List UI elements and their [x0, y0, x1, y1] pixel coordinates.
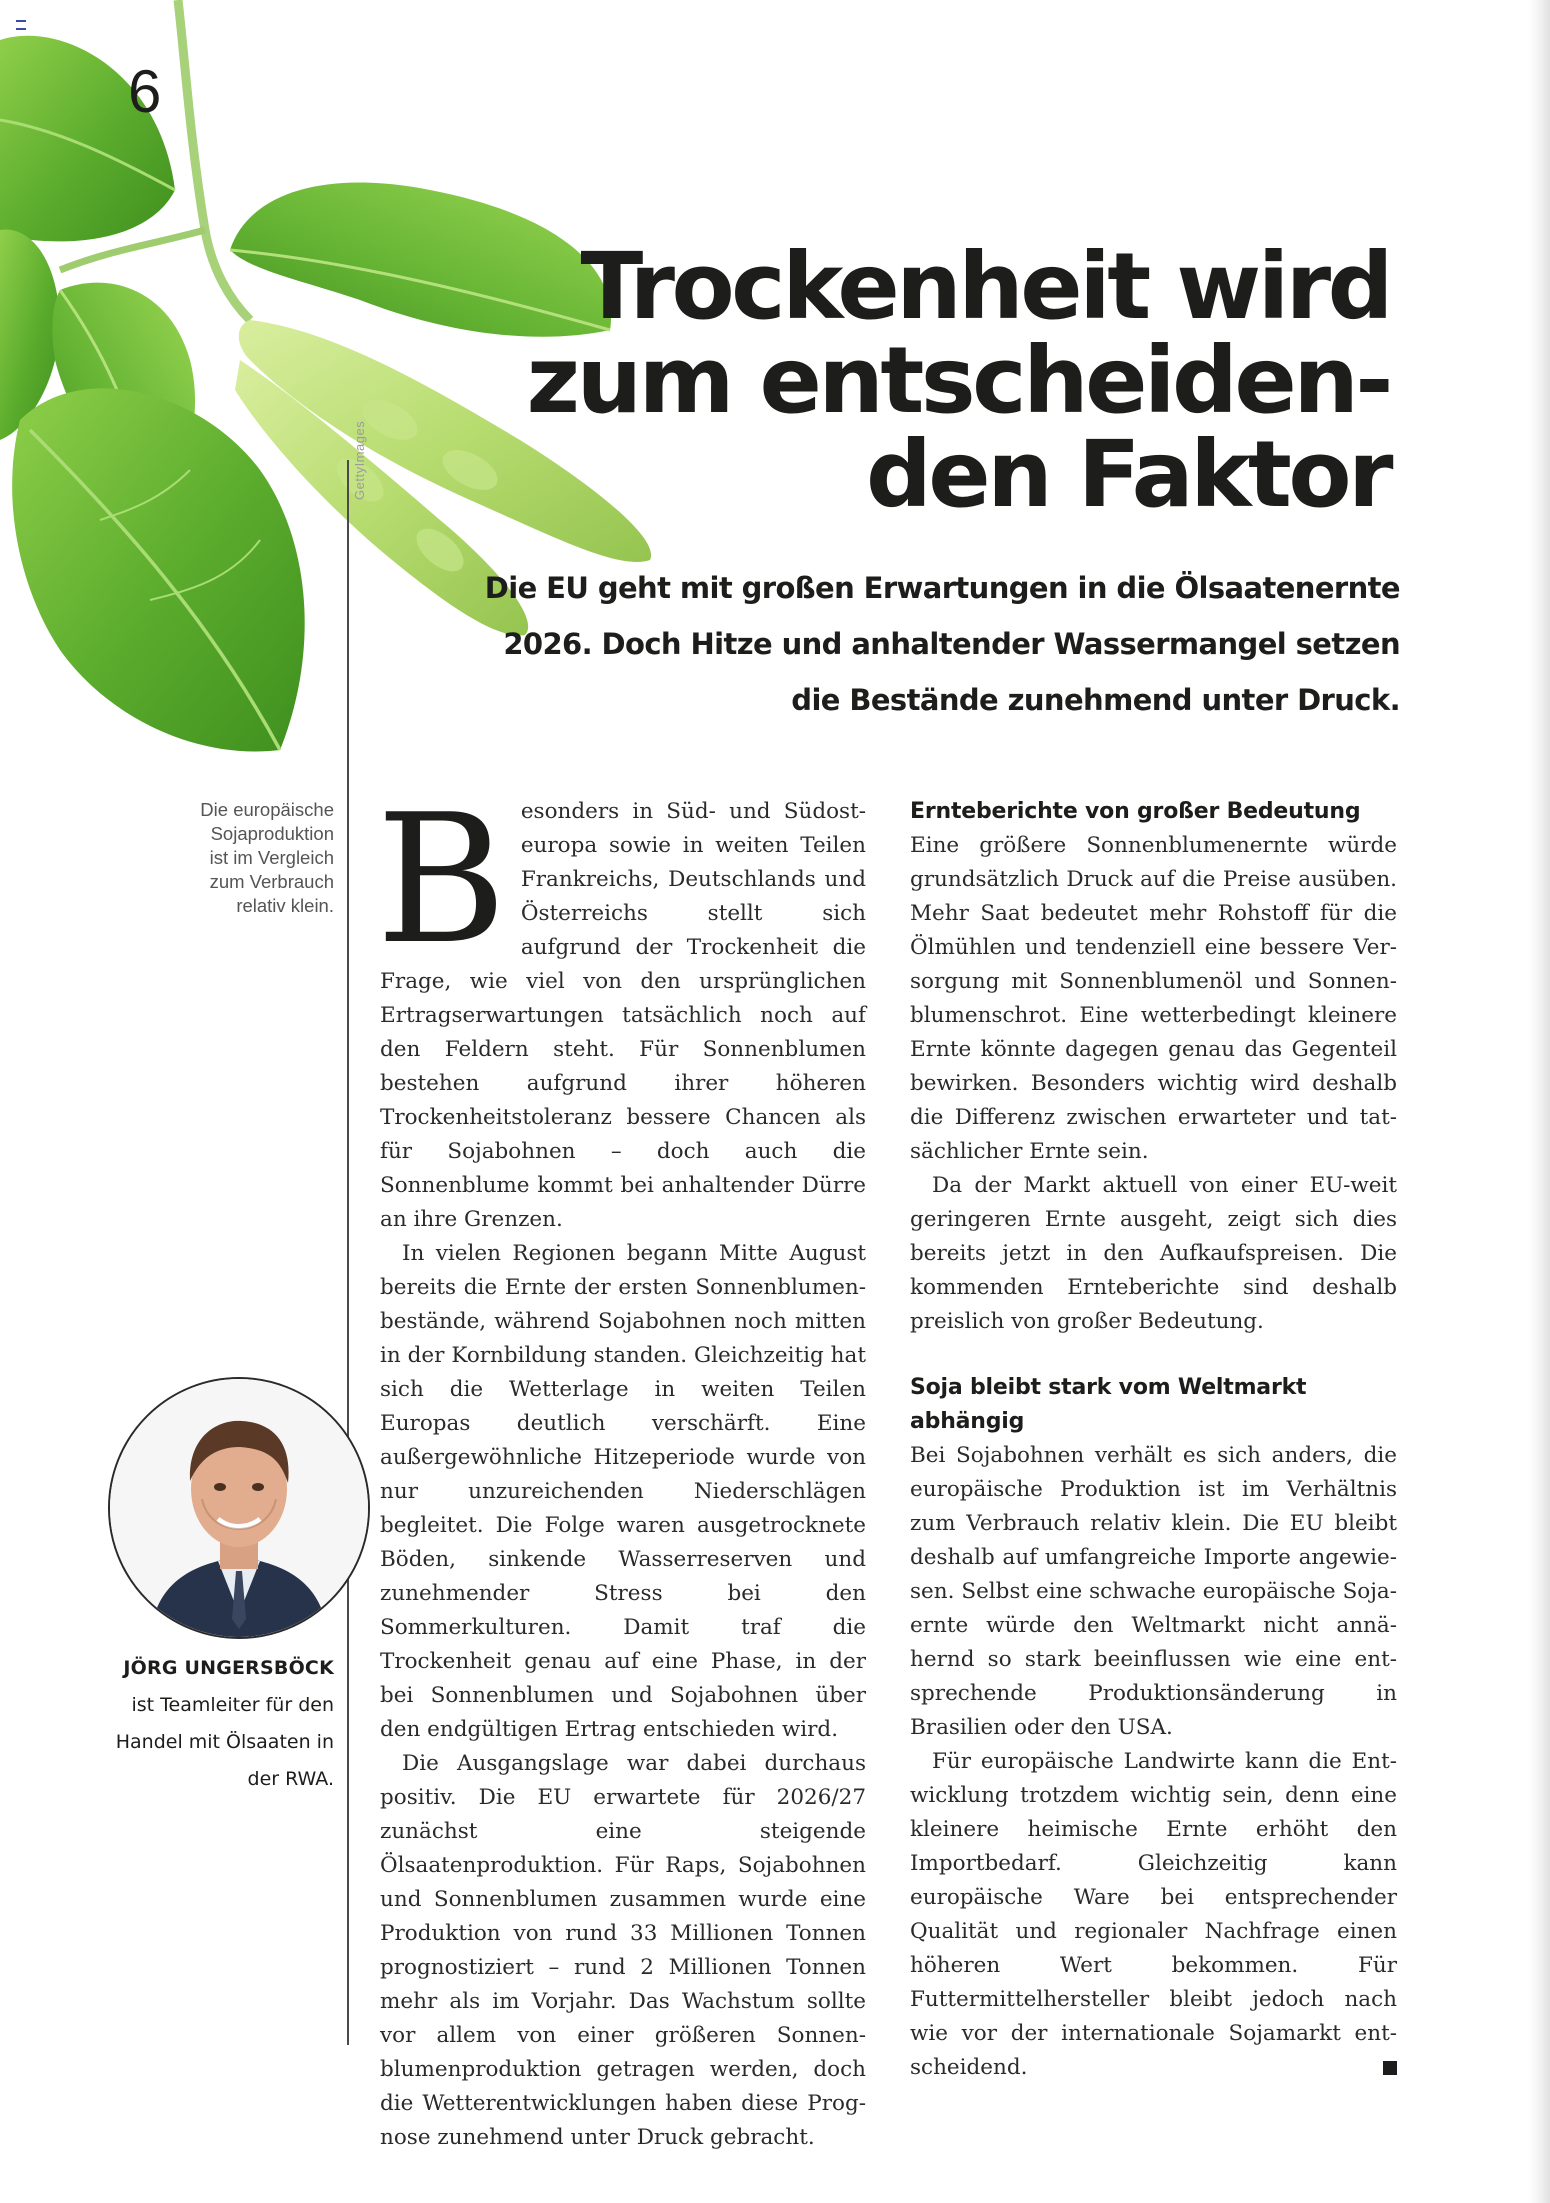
article-paragraph: In vielen Regionen begann Mitte August bereits die Ernte der ersten Sonnenblumenbestände, während Sojabohnen noch mitten in der Kornbildung standen. Gleichzeitig hat sich die Wetterlage in weiten Teilen Europas deutlich verschärft. Eine außergewöhnliche Hitzeperiode wurde von nur unzureichenden Niederschlägen begleitet. Die Folge waren ausgetrocknete Böden, sinkende Wasserreserven und zunehmender Stress bei den Sommerkulturen. Damit traf die Trockenheit genau auf eine Phase, in der bei Sonnenblumen und Sojabohnen über den endgültigen Ertrag entschieden wird. [380, 1241, 866, 1742]
article-paragraph: Eine größere Sonnenblumenernte würde grundsätzlich Druck auf die Preise ausüben. Mehr Saat bedeutet mehr Rohstoff für die Ölmühlen und tendenziell eine bessere Versorgung mit Sonnenblumenöl und Sonnenblumenschrot. Eine wetterbedingt kleinere Ernte könnte dagegen genau das Gegenteil bewirken. Besonders wichtig wird deshalb die Differenz zwischen erwarteter und tatsächlicher Ernte sein. [910, 833, 1397, 1164]
bio-line: ist Teamleiter für den [131, 1694, 334, 1716]
headline [410, 233, 1390, 528]
bio-line: Handel mit Ölsaaten in [115, 1731, 334, 1753]
article-paragraph [376, 776, 866, 1237]
paragraph-text: esonders in Süd- und Südosteuropa sowie in weiten Teilen Frankreichs, Deutschlands und Österreichs stellt sich aufgrund der Trockenheit die Frage, wie viel von den ursprünglichen Ertragserwartungen tatsächlich noch auf den Feldern steht. Für Sonnenblumen bestehen aufgrund ihrer höheren Trockenheitstoleranz bessere Chancen als für Sojabohnen – doch auch die Sonnenblume kommt bei anhaltender Dürre an ihre Grenzen. [380, 799, 866, 1232]
subheading: Soja bleibt stark vom Weltmarkt abhängig [910, 1375, 1307, 1434]
author-bio [100, 1650, 334, 1798]
author-photo [110, 1379, 368, 1637]
caption-line: Die europäische [200, 799, 334, 820]
article-paragraph [910, 1745, 1397, 2085]
caption-line: relativ klein. [236, 895, 334, 916]
article-paragraph: Da der Markt aktuell von einer EU-weit geringeren Ernte ausgeht, zeigt sich dies bereits jetzt in den Aufkaufspreisen. Die kommenden Ernteberichte sind deshalb preislich von großer Bedeutung. [910, 1173, 1397, 1334]
deck-line: die Bestände zunehmend unter Druck. [791, 683, 1400, 717]
image-caption [150, 798, 334, 918]
page-edge-shadow [1528, 0, 1550, 2203]
column-divider [347, 460, 349, 2045]
paragraph-text: Für europäische Landwirte kann die Entwicklung trotzdem wichtig sein, denn eine kleinere heimische Ernte erhöht den Importbedarf. Gleichzeitig kann europäische Ware bei entsprechender Qualität und regionaler Nachfrage einen höheren Wert bekommen. Für Futtermittelhersteller bleibt jedoch nach wie vor der internationale Sojamarkt entscheidend. [910, 1749, 1397, 2080]
end-mark-icon [1383, 2061, 1397, 2075]
caption-line: ist im Vergleich [209, 847, 334, 868]
headline-line: den Faktor [865, 421, 1390, 528]
headline-line: zum entscheiden- [526, 327, 1390, 434]
author-name: JÖRG UNGERSBÖCK [123, 1657, 334, 1679]
drop-cap: B [376, 776, 507, 983]
article-paragraph: Die Ausgangslage war dabei durchaus positiv. Die EU erwartete für 2026/27 zunächst eine steigende Ölsaatenproduktion. Für Raps, Sojabohnen und Sonnenblumen zusammen wurde eine Produktion von rund 33 Millionen Tonnen prognostiziert – rund 2 Millionen Tonnen mehr als im Vorjahr. Das Wachstum sollte vor allem von einer größeren Sonnenblumenproduktion getragen werden, doch die Wetterentwicklungen haben diese Prognose zunehmend unter Druck gebracht. [380, 1751, 866, 2150]
article-paragraph: Bei Sojabohnen verhält es sich anders, die europäische Produktion ist im Verhältnis zum Verbrauch relativ klein. Die EU bleibt deshalb auf umfangreiche Importe angewiesen. Selbst eine schwache europäische Sojaernte würde den Weltmarkt nicht annähernd so stark beeinflussen wie eine entsprechende Produktionsänderung in Brasilien oder den USA. [910, 1443, 1397, 1740]
subheading: Ernteberichte von großer Bedeutung [910, 799, 1361, 824]
bio-line: der RWA. [247, 1768, 334, 1790]
deck [470, 560, 1400, 728]
article-column-1 [376, 776, 866, 2155]
deck-line: 2026. Doch Hitze und anhaltender Wassermangel setzen [503, 627, 1400, 661]
author-portrait [108, 1377, 370, 1639]
page-number: 6 [128, 58, 162, 125]
article-column-2 [910, 795, 1397, 2085]
deck-line: Die EU geht mit großen Erwartungen in die Ölsaatenernte [484, 571, 1400, 605]
caption-line: zum Verbrauch [209, 871, 334, 892]
headline-line: Trockenheit wird [580, 233, 1390, 340]
caption-line: Sojaproduktion [210, 823, 334, 844]
photo-credit: GettyImages [352, 420, 367, 500]
